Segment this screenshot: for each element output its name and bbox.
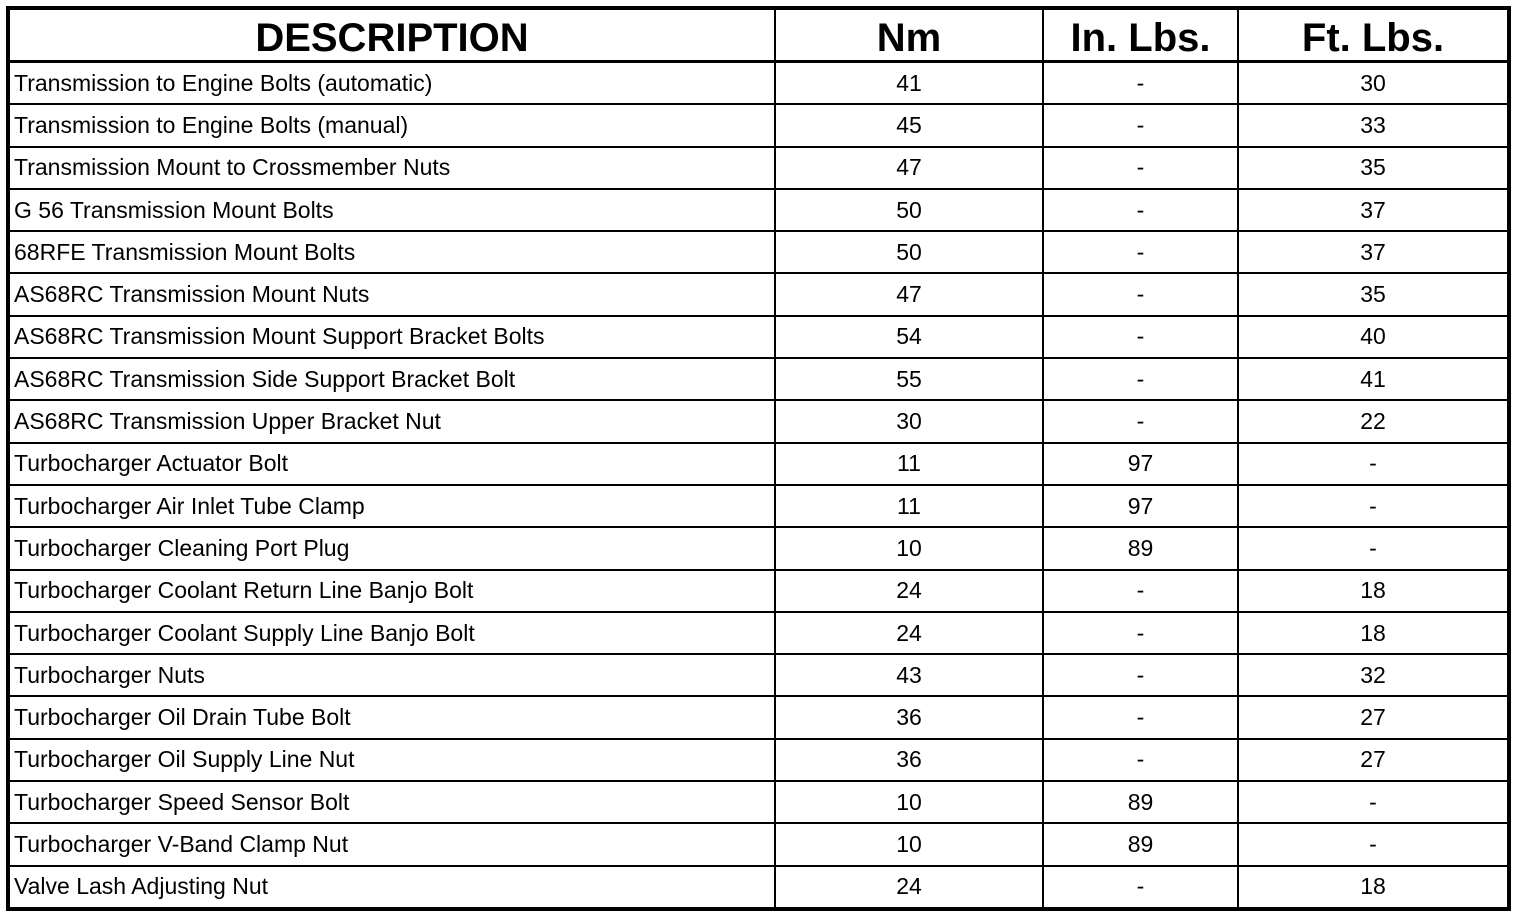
- cell-in-lbs: 97: [1043, 443, 1238, 485]
- table-row: [8, 654, 1509, 696]
- table-row: [8, 316, 1509, 358]
- cell-in-lbs: -: [1043, 231, 1238, 273]
- header-description: DESCRIPTION: [8, 8, 775, 62]
- table-row: [8, 823, 1509, 865]
- cell-description: Turbocharger Coolant Supply Line Banjo Bolt: [8, 612, 775, 654]
- cell-in-lbs: 89: [1043, 823, 1238, 865]
- header-nm: Nm: [775, 8, 1043, 62]
- cell-in-lbs: -: [1043, 104, 1238, 146]
- table-row: [8, 358, 1509, 400]
- cell-nm: 10: [775, 527, 1043, 569]
- cell-nm: 50: [775, 231, 1043, 273]
- cell-ft-lbs: -: [1238, 443, 1509, 485]
- cell-in-lbs: -: [1043, 147, 1238, 189]
- cell-ft-lbs: -: [1238, 527, 1509, 569]
- cell-description: AS68RC Transmission Upper Bracket Nut: [8, 400, 775, 442]
- cell-ft-lbs: 32: [1238, 654, 1509, 696]
- header-in-lbs: In. Lbs.: [1043, 8, 1238, 62]
- table-row: [8, 147, 1509, 189]
- cell-description: Turbocharger Speed Sensor Bolt: [8, 781, 775, 823]
- cell-description: Turbocharger Oil Supply Line Nut: [8, 739, 775, 781]
- cell-in-lbs: -: [1043, 316, 1238, 358]
- cell-description: Valve Lash Adjusting Nut: [8, 866, 775, 909]
- cell-ft-lbs: -: [1238, 823, 1509, 865]
- cell-nm: 41: [775, 62, 1043, 105]
- table-row: [8, 696, 1509, 738]
- cell-ft-lbs: 40: [1238, 316, 1509, 358]
- cell-description: Transmission to Engine Bolts (manual): [8, 104, 775, 146]
- cell-in-lbs: -: [1043, 866, 1238, 909]
- cell-ft-lbs: 37: [1238, 231, 1509, 273]
- cell-ft-lbs: 18: [1238, 570, 1509, 612]
- cell-description: AS68RC Transmission Mount Nuts: [8, 273, 775, 315]
- cell-description: Turbocharger Air Inlet Tube Clamp: [8, 485, 775, 527]
- table-row: [8, 400, 1509, 442]
- cell-ft-lbs: 18: [1238, 612, 1509, 654]
- cell-in-lbs: 97: [1043, 485, 1238, 527]
- cell-nm: 11: [775, 485, 1043, 527]
- cell-nm: 24: [775, 866, 1043, 909]
- cell-in-lbs: -: [1043, 696, 1238, 738]
- cell-in-lbs: -: [1043, 189, 1238, 231]
- table-row: [8, 231, 1509, 273]
- cell-description: Transmission to Engine Bolts (automatic): [8, 62, 775, 105]
- cell-description: Turbocharger Oil Drain Tube Bolt: [8, 696, 775, 738]
- cell-nm: 24: [775, 570, 1043, 612]
- cell-description: G 56 Transmission Mount Bolts: [8, 189, 775, 231]
- cell-in-lbs: -: [1043, 358, 1238, 400]
- cell-in-lbs: 89: [1043, 527, 1238, 569]
- table-row: [8, 273, 1509, 315]
- cell-description: Turbocharger V-Band Clamp Nut: [8, 823, 775, 865]
- cell-ft-lbs: 30: [1238, 62, 1509, 105]
- header-ft-lbs: Ft. Lbs.: [1238, 8, 1509, 62]
- table-row: [8, 866, 1509, 909]
- cell-in-lbs: -: [1043, 739, 1238, 781]
- cell-nm: 45: [775, 104, 1043, 146]
- cell-nm: 47: [775, 273, 1043, 315]
- cell-ft-lbs: 41: [1238, 358, 1509, 400]
- cell-ft-lbs: 27: [1238, 739, 1509, 781]
- cell-in-lbs: -: [1043, 400, 1238, 442]
- cell-description: Turbocharger Cleaning Port Plug: [8, 527, 775, 569]
- cell-nm: 10: [775, 823, 1043, 865]
- cell-nm: 10: [775, 781, 1043, 823]
- cell-nm: 36: [775, 739, 1043, 781]
- cell-nm: 11: [775, 443, 1043, 485]
- cell-nm: 30: [775, 400, 1043, 442]
- cell-nm: 36: [775, 696, 1043, 738]
- cell-nm: 43: [775, 654, 1043, 696]
- table-body: [8, 62, 1509, 909]
- cell-ft-lbs: 35: [1238, 147, 1509, 189]
- cell-nm: 55: [775, 358, 1043, 400]
- cell-nm: 47: [775, 147, 1043, 189]
- table-row: [8, 62, 1509, 105]
- table-row: [8, 570, 1509, 612]
- header-row: [8, 8, 1509, 62]
- cell-in-lbs: -: [1043, 612, 1238, 654]
- table-row: [8, 527, 1509, 569]
- cell-description: AS68RC Transmission Side Support Bracket Bolt: [8, 358, 775, 400]
- cell-ft-lbs: 33: [1238, 104, 1509, 146]
- cell-ft-lbs: 35: [1238, 273, 1509, 315]
- cell-in-lbs: -: [1043, 654, 1238, 696]
- cell-description: 68RFE Transmission Mount Bolts: [8, 231, 775, 273]
- cell-in-lbs: 89: [1043, 781, 1238, 823]
- cell-nm: 50: [775, 189, 1043, 231]
- cell-description: AS68RC Transmission Mount Support Bracket Bolts: [8, 316, 775, 358]
- cell-ft-lbs: 37: [1238, 189, 1509, 231]
- cell-ft-lbs: -: [1238, 781, 1509, 823]
- cell-description: Turbocharger Coolant Return Line Banjo Bolt: [8, 570, 775, 612]
- cell-description: Turbocharger Nuts: [8, 654, 775, 696]
- torque-spec-table: [6, 6, 1511, 911]
- table-row: [8, 781, 1509, 823]
- cell-in-lbs: -: [1043, 570, 1238, 612]
- cell-nm: 54: [775, 316, 1043, 358]
- cell-nm: 24: [775, 612, 1043, 654]
- cell-description: Turbocharger Actuator Bolt: [8, 443, 775, 485]
- cell-in-lbs: -: [1043, 273, 1238, 315]
- cell-ft-lbs: -: [1238, 485, 1509, 527]
- cell-ft-lbs: 18: [1238, 866, 1509, 909]
- cell-in-lbs: -: [1043, 62, 1238, 105]
- table-row: [8, 485, 1509, 527]
- table-row: [8, 612, 1509, 654]
- cell-description: Transmission Mount to Crossmember Nuts: [8, 147, 775, 189]
- table-row: [8, 189, 1509, 231]
- table-row: [8, 104, 1509, 146]
- cell-ft-lbs: 22: [1238, 400, 1509, 442]
- cell-ft-lbs: 27: [1238, 696, 1509, 738]
- table-row: [8, 443, 1509, 485]
- table-row: [8, 739, 1509, 781]
- torque-spec-sheet: [6, 6, 1511, 911]
